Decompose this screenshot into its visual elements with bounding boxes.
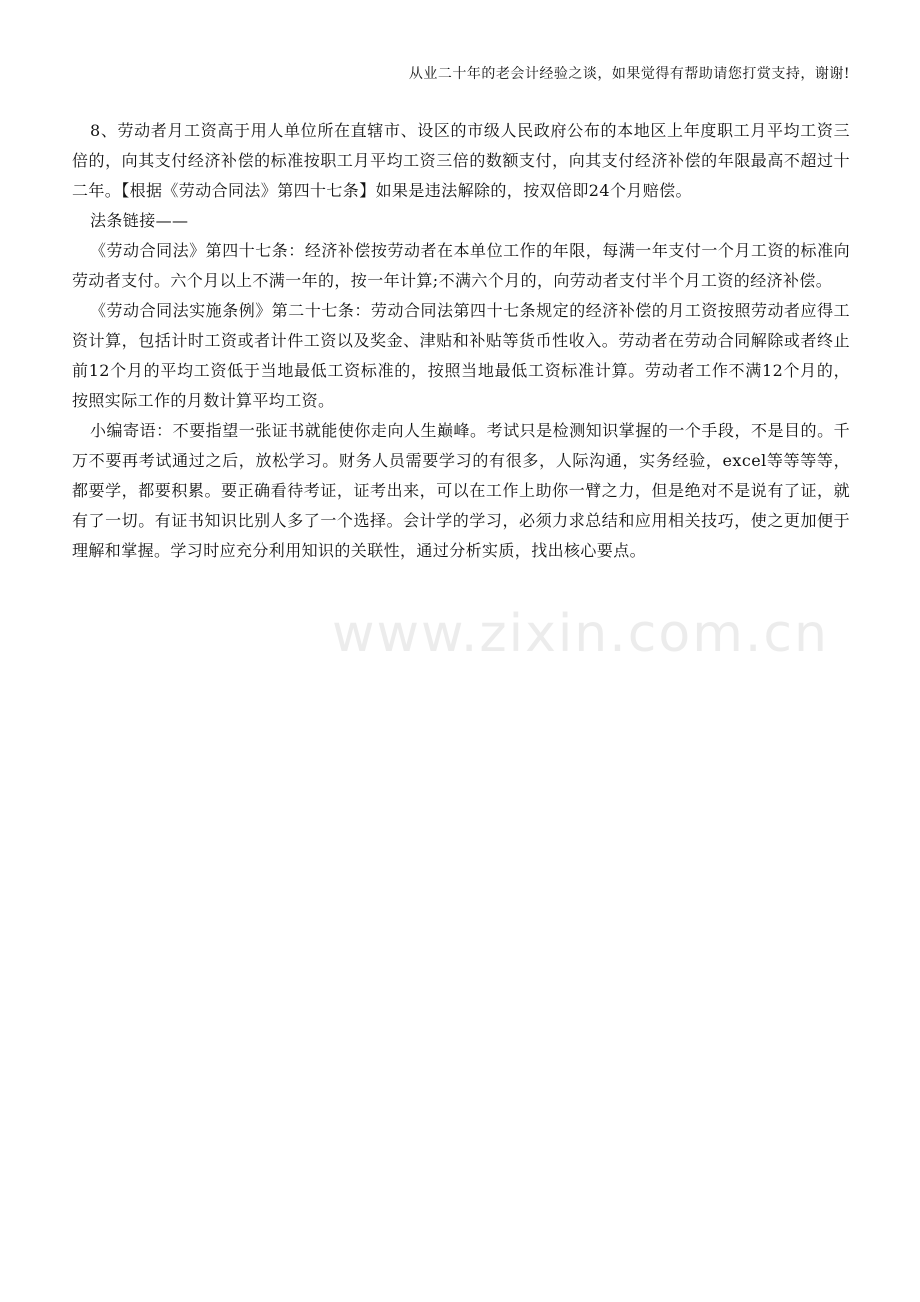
document-body bbox=[72, 116, 850, 566]
paragraph-editor-note: 小编寄语：不要指望一张证书就能使你走向人生巅峰。考试只是检测知识掌握的一个手段，不是目的。千万不要再考试通过之后，放松学习。财务人员需要学习的有很多，人际沟通，实务经验，excel等等等等，都要学，都要积累。要正确看待考证，证考出来，可以在工作上助你一臂之力，但是绝对不是说有了证，就有了一切。有证书知识比别人多了一个选择。会计学的学习，必须力求总结和应用相关技巧，使之更加便于理解和掌握。学习时应充分利用知识的关联性，通过分析实质，找出核心要点。 bbox=[72, 421, 850, 560]
paragraph-article-47: 《劳动合同法》第四十七条：经济补偿按劳动者在本单位工作的年限，每满一年支付一个月工资的标准向劳动者支付。六个月以上不满一年的，按一年计算;不满六个月的，向劳动者支付半个月工资的经济补偿。 bbox=[72, 241, 850, 290]
header-note: 从业二十年的老会计经验之谈，如果觉得有帮助请您打赏支持，谢谢! bbox=[408, 66, 850, 82]
watermark: www.zixin.com.cn bbox=[332, 604, 829, 664]
paragraph-item-8: 8、劳动者月工资高于用人单位所在直辖市、设区的市级人民政府公布的本地区上年度职工月平均工资三倍的，向其支付经济补偿的标准按职工月平均工资三倍的数额支付，向其支付经济补偿的年限最高不超过十二年。【根据《劳动合同法》第四十七条】如果是违法解除的，按双倍即24个月赔偿。 bbox=[72, 121, 850, 200]
paragraph-regulation-article-27: 《劳动合同法实施条例》第二十七条：劳动合同法第四十七条规定的经济补偿的月工资按照劳动者应得工资计算，包括计时工资或者计件工资以及奖金、津贴和补贴等货币性收入。劳动者在劳动合同解除或者终止前12个月的平均工资低于当地最低工资标准的，按照当地最低工资标准计算。劳动者工作不满12个月的，按照实际工作的月数计算平均工资。 bbox=[72, 301, 850, 410]
law-link-heading: 法条链接—— bbox=[90, 211, 189, 230]
